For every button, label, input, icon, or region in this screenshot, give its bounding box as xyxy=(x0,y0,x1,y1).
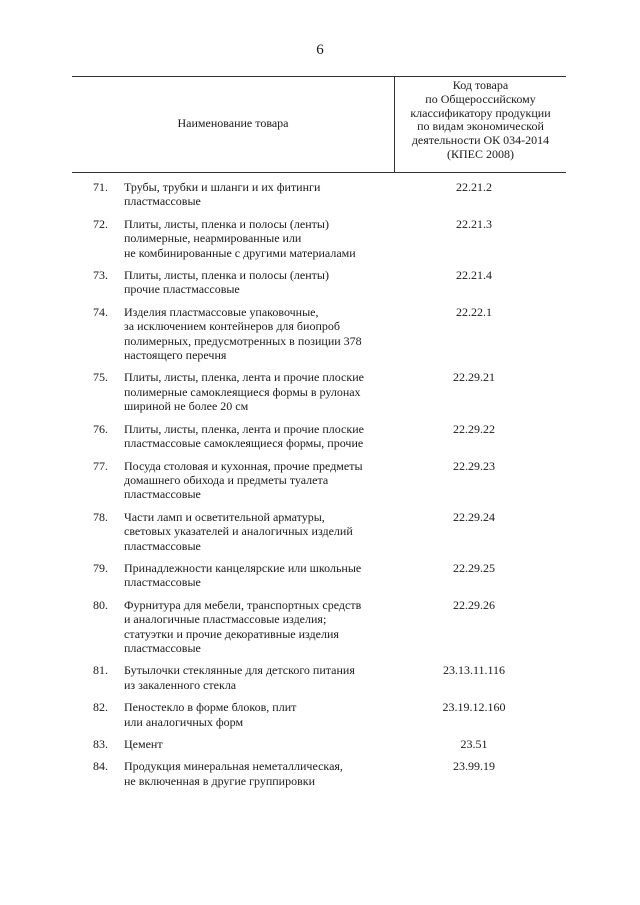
row-product-name-line: пластмассовые самоклеящиеся формы, прочие xyxy=(124,436,364,451)
column-header-code-line: Код товара xyxy=(452,78,509,92)
row-product-code: 22.29.24 xyxy=(453,509,495,524)
row-product-name-line: не включенная в другие группировки xyxy=(124,773,316,788)
table-row xyxy=(72,598,566,656)
row-product-code: 23.51 xyxy=(460,737,488,751)
row-product-name-line: Плиты, листы, пленка, лента и прочие плоские xyxy=(124,421,364,436)
row-product-name xyxy=(124,268,382,297)
row-product-name xyxy=(124,217,382,260)
row-product-name-line: пластмассовые xyxy=(124,538,201,553)
column-header-code-line: по видам экономической xyxy=(417,119,544,134)
table-row xyxy=(72,422,566,451)
row-product-name-line: домашнего обихода и предметы туалета xyxy=(124,472,329,487)
row-product-name-line: из закаленного стекла xyxy=(124,677,237,692)
row-number: 82. xyxy=(93,700,108,715)
row-number: 78. xyxy=(93,509,108,524)
table-header xyxy=(72,76,566,173)
row-product-name-line: Посуда столовая и кухонная, прочие предметы xyxy=(124,458,363,473)
row-product-name-line: Бутылочки стеклянные для детского питания xyxy=(124,663,355,678)
row-product-name-line: пластмассовые xyxy=(124,640,201,655)
row-product-name xyxy=(124,663,382,692)
row-product-name xyxy=(124,700,382,729)
row-product-name-line: Плиты, листы, пленка и полосы (ленты) xyxy=(124,216,329,231)
row-product-code: 23.13.11.116 xyxy=(442,663,506,678)
row-product-name-line: настоящего перечня xyxy=(124,348,227,363)
table-row xyxy=(72,459,566,502)
table-row xyxy=(72,268,566,297)
table-row xyxy=(72,180,566,209)
row-number: 75. xyxy=(93,370,108,385)
row-product-code: 22.21.3 xyxy=(456,216,492,231)
row-product-name xyxy=(124,737,382,751)
row-product-code: 23.99.19 xyxy=(453,759,495,774)
table-row xyxy=(72,510,566,553)
row-product-name-line: световых указателей и аналогичных изделий xyxy=(124,524,353,539)
row-product-name-line: пластмассовые xyxy=(124,575,201,590)
row-number: 72. xyxy=(93,216,108,231)
row-product-name xyxy=(124,459,382,502)
table-row xyxy=(72,305,566,363)
table-row xyxy=(72,217,566,260)
row-product-name xyxy=(124,305,382,363)
row-product-name-line: шириной не более 20 см xyxy=(124,399,249,414)
row-product-code: 22.29.23 xyxy=(453,458,495,473)
row-product-name-line: за исключением контейнеров для биопроб xyxy=(124,319,340,334)
row-number: 80. xyxy=(93,597,108,612)
row-number: 77. xyxy=(93,458,108,473)
row-number: 79. xyxy=(93,560,108,575)
page-number: 6 xyxy=(316,42,324,58)
table-row xyxy=(72,737,566,751)
row-product-code: 22.21.2 xyxy=(456,180,492,194)
row-product-code: 22.29.25 xyxy=(453,560,495,575)
table-row xyxy=(72,759,566,788)
column-header-code xyxy=(395,79,566,162)
row-product-code: 22.29.26 xyxy=(453,597,495,612)
column-header-code-line: по Общероссийскому xyxy=(425,91,536,106)
row-product-name-line: Цемент xyxy=(124,737,163,751)
row-product-name-line: пластмассовые xyxy=(124,487,201,502)
row-product-name-line: Плиты, листы, пленка и полосы (ленты) xyxy=(124,268,329,283)
row-number: 71. xyxy=(93,180,108,194)
row-product-name-line: не комбинированные с другими материалами xyxy=(124,245,356,260)
row-product-name xyxy=(124,422,382,451)
column-header-code-line: (КПЕС 2008) xyxy=(447,146,514,161)
row-product-name xyxy=(124,561,382,590)
row-number: 74. xyxy=(93,304,108,319)
row-product-code: 22.22.1 xyxy=(456,304,492,319)
row-product-name-line: полимерные, неармированные или xyxy=(124,231,302,246)
table-row xyxy=(72,370,566,413)
row-product-name-line: Плиты, листы, пленка, лента и прочие плоские xyxy=(124,370,364,385)
row-product-name xyxy=(124,510,382,553)
row-product-name-line: Принадлежности канцелярские или школьные xyxy=(124,560,362,575)
row-product-name-line: и аналогичные пластмассовые изделия; xyxy=(124,612,327,627)
row-number: 84. xyxy=(93,759,108,774)
row-product-code: 23.19.12.160 xyxy=(442,700,506,715)
row-product-name-line: полимерные самоклеящиеся формы в рулонах xyxy=(124,384,361,399)
column-header-code-line: деятельности ОК 034-2014 xyxy=(411,133,550,148)
row-number: 81. xyxy=(93,663,108,678)
row-product-code: 22.21.4 xyxy=(456,268,492,283)
row-product-name xyxy=(124,370,382,413)
row-product-name-line: Части ламп и осветительной арматуры, xyxy=(124,509,325,524)
table-row xyxy=(72,700,566,729)
row-number: 73. xyxy=(93,268,108,283)
row-product-name-line: пластмассовые xyxy=(124,194,201,209)
row-product-name-line: прочие пластмассовые xyxy=(124,282,240,297)
row-number: 83. xyxy=(93,737,108,751)
row-number: 76. xyxy=(93,421,108,436)
row-product-name xyxy=(124,759,382,788)
row-product-name-line: Фурнитура для мебели, транспортных средств xyxy=(124,597,362,612)
row-product-name-line: Продукция минеральная неметаллическая, xyxy=(124,759,343,774)
table-row xyxy=(72,663,566,692)
column-header-name: Наименование товара xyxy=(177,116,289,130)
table-row xyxy=(72,561,566,590)
goods-table-body xyxy=(72,180,566,796)
row-product-name-line: статуэтки и прочие декоративные изделия xyxy=(124,626,339,641)
row-product-code: 22.29.22 xyxy=(453,421,495,436)
column-header-code-line: классификатору продукции xyxy=(410,105,551,120)
row-product-name xyxy=(124,180,382,209)
row-product-name-line: или аналогичных форм xyxy=(124,714,244,729)
row-product-name-line: полимерных, предусмотренных в позиции 378 xyxy=(124,333,362,348)
row-product-name-line: Пеностекло в форме блоков, плит xyxy=(124,700,297,715)
row-product-code: 22.29.21 xyxy=(453,370,495,385)
row-product-name-line: Трубы, трубки и шланги и их фитинги xyxy=(124,180,321,194)
row-product-name-line: Изделия пластмассовые упаковочные, xyxy=(124,304,319,319)
row-product-name xyxy=(124,598,382,656)
